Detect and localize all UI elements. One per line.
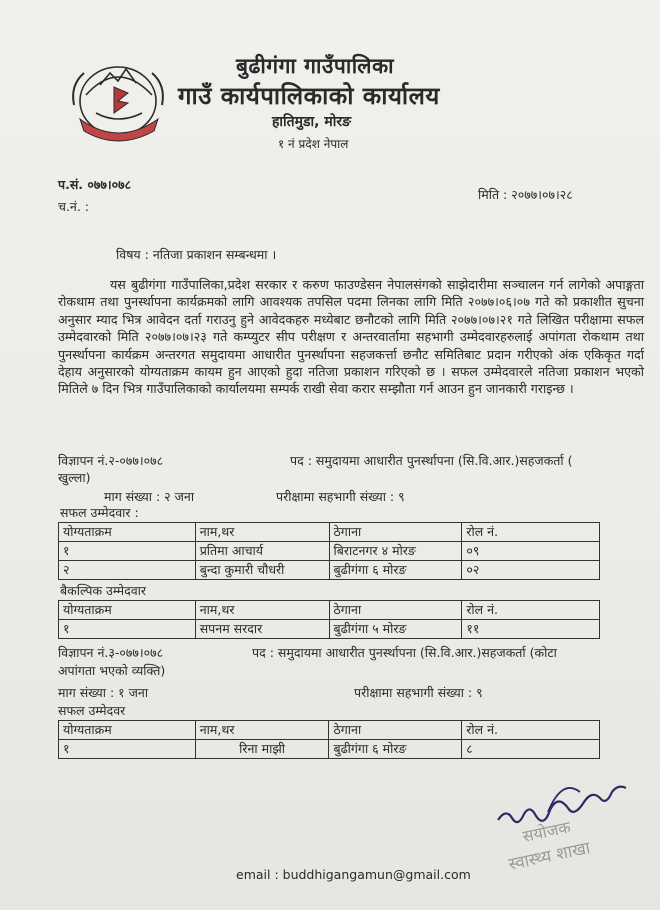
rank-cell: १ (59, 542, 196, 561)
body-text: यस बुढीगंगा गाउँपालिका,प्रदेश सरकार र करुण फाउण्डेसन नेपालसंगको साझेदारीमा सञ्चालन गर्न लागेको अपाङ्गता रोकथाम तथा पुनर्स्थापना कार्यक्रमको लागि आवश्यक तपसिल पदमा लिनका लागि मिति २०७७।०६।०७ गते को प्रकाशीत सुचना अनुसार म्याद भित्र आवेदन दर्ता गराउनु हुने आवेदकहरु मध्येबाट छनौटको लागि मिति २०७७।०७।२१ गते लिखित परीक्षामा सफल उम्मेदवारको मिति २०७७।०७।२३ गते कम्प्युटर सीप परीक्षण र अन्तरवार्तामा सहभागी उम्मेदवारहरुलाई अपांगता रोकथाम तथा पुनर्स्थापना कार्यक्रम अन्तरगत समुदायमा आधारीत पुनर्स्थापना सहजकर्त्ता छनौट समितिबाट प्रदान गरीएको अंक एकिकृत गर्दा देहाय अनुसारको योग्यताक्रम कायम हुन आएको हुदा नतिजा प्रकाशन गरिएको छ । सफल उम्मेदवारले नतिजा प्रकाशन भएको मितिले ७ दिन भित्र गाउँपालिकाको कार्यालयमा सम्पर्क राखी सेवा करार सम्झौता गर्न आउन हुन जानकारी गराइन्छ । (58, 277, 644, 397)
table-row (59, 542, 600, 561)
ad1-participants: परीक्षामा सहभागी संख्या : ९ (276, 489, 405, 504)
address-cell: बिराटनगर ४ मोरङ (329, 542, 462, 561)
table-row (59, 561, 600, 580)
ad1-post-cont: खुल्ला) (58, 470, 91, 485)
ad2-participants: परीक्षामा सहभागी संख्या : ९ (354, 685, 483, 700)
address-cell: बुढीगंगा ६ मोरङ (329, 561, 462, 580)
name-cell: रिना माझी (195, 740, 329, 759)
header-name: नाम,थर (195, 601, 329, 620)
reference-number: प.सं. ०७७।०७८ (58, 177, 132, 192)
ad1-demand: माग संख्या : २ जना (104, 489, 195, 504)
name-cell: बुन्दा कुमारी चौधरी (195, 561, 329, 580)
roll-cell: ११ (462, 620, 600, 639)
footer-email: email : buddhigangamun@gmail.com (236, 867, 471, 882)
ad2-success-label: सफल उम्मेदवर (58, 703, 126, 718)
header-rank: योग्यताक्रम (59, 523, 196, 542)
municipality-name: बुढीगंगा गाउँपालिका (236, 54, 395, 78)
success-table-2 (58, 720, 600, 759)
roll-cell: ०२ (462, 561, 600, 580)
rank-cell: १ (59, 620, 196, 639)
alternate-label: बैकल्पिक उम्मेदवार (60, 583, 147, 598)
name-cell: सपनम सरदार (195, 620, 329, 639)
stamp-line-2: स्वास्थ्य शाखा (506, 838, 593, 875)
header-name: नाम,थर (195, 523, 329, 542)
dispatch-number: च.नं. : (58, 199, 90, 214)
office-name: गाउँ कार्यपालिकाको कार्यालय (178, 82, 440, 110)
subject-line: विषय : नतिजा प्रकाशन सम्बन्धमा । (116, 247, 277, 262)
document-date: मिति : २०७७।०७।२८ (478, 187, 573, 202)
rank-cell: १ (59, 740, 196, 759)
body-paragraph (58, 276, 644, 398)
province-line: १ नं प्रदेश नेपाल (278, 137, 349, 151)
header-address: ठेगाना (329, 721, 462, 740)
roll-cell: ०९ (462, 542, 600, 561)
table-header-row (59, 523, 600, 542)
header-name: नाम,थर (195, 721, 329, 740)
name-cell: प्रतिमा आचार्य (195, 542, 329, 561)
header-rank: योग्यताक्रम (59, 721, 196, 740)
header-roll: रोल नं. (462, 601, 600, 620)
alternate-table (58, 600, 600, 639)
header-address: ठेगाना (329, 601, 462, 620)
success-table-1 (58, 522, 600, 580)
roll-cell: ८ (462, 740, 600, 759)
table-row (59, 740, 600, 759)
ad2-post-cont: अपांगता भएको व्यक्ति) (58, 663, 166, 678)
header-rank: योग्यताक्रम (59, 601, 196, 620)
table-header-row (59, 721, 600, 740)
address-cell: बुढीगंगा ५ मोरङ (329, 620, 462, 639)
rank-cell: २ (59, 561, 196, 580)
ad2-post: पद : समुदायमा आधारीत पुनर्स्थापना (सि.वि.आर.)सहजकर्ता (कोटा (252, 645, 557, 660)
header-roll: रोल नं. (462, 523, 600, 542)
header-roll: रोल नं. (462, 721, 600, 740)
table-row (59, 620, 600, 639)
stamp-line-1: सयोजक (520, 817, 573, 846)
ad2-demand: माग संख्या : १ जना (58, 685, 149, 700)
ad1-number: विज्ञापन नं.२-०७७।०७८ (58, 453, 164, 468)
header-address: ठेगाना (329, 523, 462, 542)
ad2-number: विज्ञापन नं.३-०७७।०७८ (58, 645, 164, 660)
table-header-row (59, 601, 600, 620)
ad1-post: पद : समुदायमा आधारीत पुनर्स्थापना (सि.वि.आर.)सहजकर्ता ( (290, 453, 573, 468)
address-cell: बुढीगंगा ६ मोरङ (329, 740, 462, 759)
office-location: हातिमुडा, मोरङ (272, 114, 351, 130)
nepal-emblem-logo (66, 55, 170, 145)
signature-stamp (488, 768, 638, 878)
ad1-success-label: सफल उम्मेदवार : (60, 505, 139, 520)
